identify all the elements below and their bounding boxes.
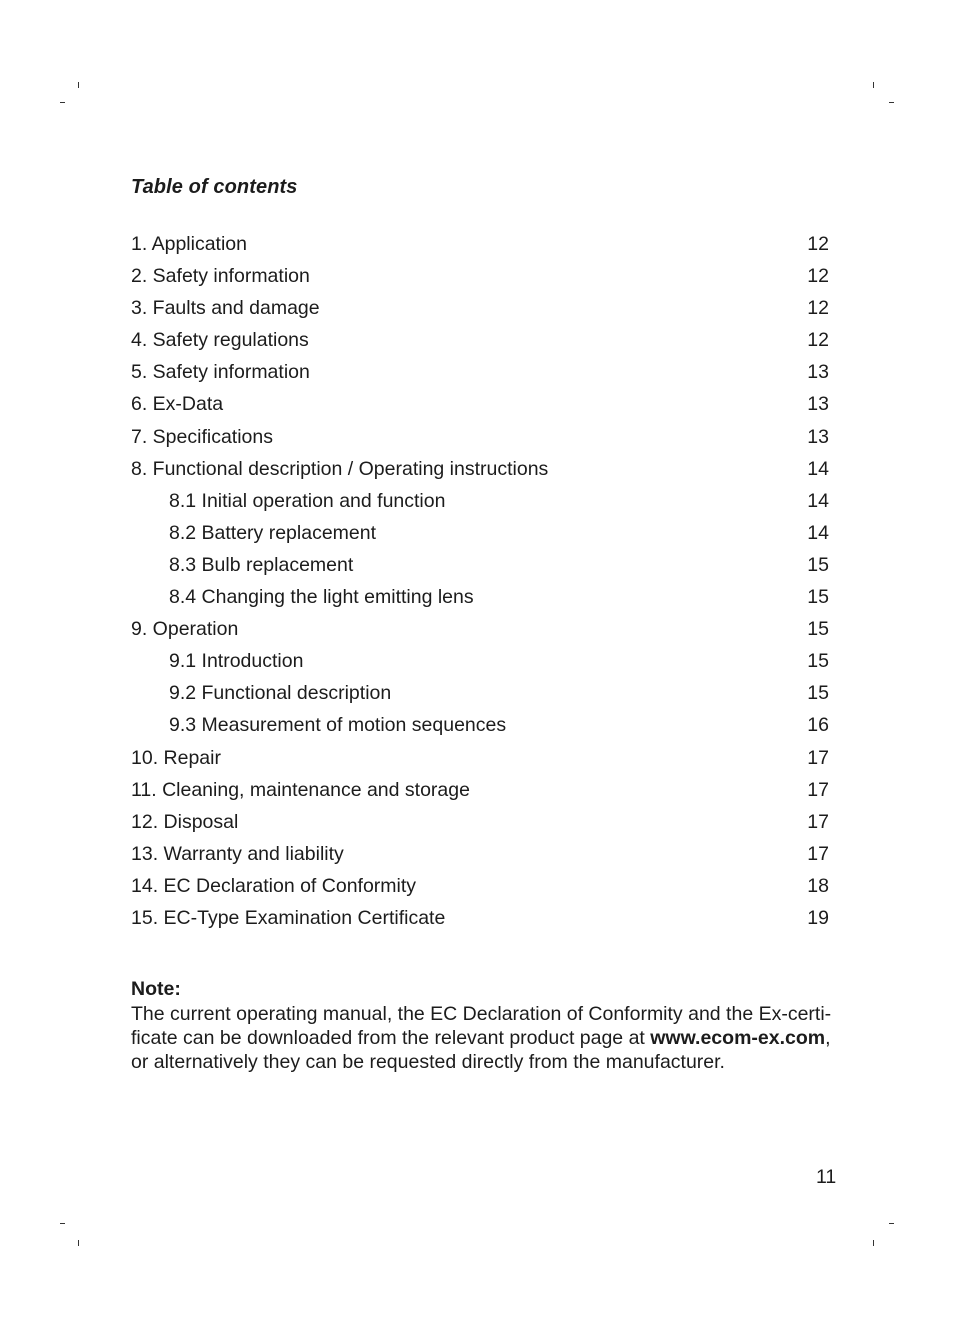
toc-entry-label: 8.3 Bulb replacement (169, 553, 354, 576)
toc-entry-page: 13 (807, 361, 829, 384)
toc-entry-page: 16 (807, 714, 829, 737)
toc-entry[interactable] (131, 902, 831, 934)
toc-entry[interactable] (131, 228, 831, 260)
crop-mark (78, 82, 79, 88)
crop-mark (78, 1240, 79, 1246)
crop-mark (873, 82, 874, 88)
toc-entry-label: 8. Functional description / Operating instructions (131, 457, 549, 480)
toc-entry[interactable] (131, 292, 831, 324)
toc-entry-label: 7. Specifications (131, 425, 273, 448)
toc-entry[interactable] (131, 742, 831, 774)
note-line: or alternatively they can be requested directly from the manufacturer. (131, 1051, 725, 1074)
toc-entry-page: 14 (807, 489, 829, 512)
toc-entry[interactable] (131, 806, 831, 838)
toc-entry-page: 15 (807, 650, 829, 673)
toc-entry-label: 8.1 Initial operation and function (169, 489, 446, 512)
toc-entry-label: 9. Operation (131, 618, 239, 641)
toc-entry[interactable] (131, 645, 831, 677)
toc-entry[interactable] (131, 870, 831, 902)
toc-entry[interactable] (131, 549, 831, 581)
note-line: The current operating manual, the EC Declaration of Conformity and the Ex-certi- (131, 1003, 832, 1025)
toc-entry-page: 12 (807, 265, 829, 288)
toc-entry-label: 8.2 Battery replacement (169, 521, 377, 544)
toc-entry-label: 6. Ex-Data (131, 393, 224, 416)
note-line (131, 1026, 843, 1050)
toc-entry-page: 14 (807, 457, 829, 480)
toc-entry-page: 12 (807, 297, 829, 320)
crop-mark (889, 102, 894, 103)
toc-entry[interactable] (131, 709, 831, 741)
toc-entry-label: 9.1 Introduction (169, 650, 304, 673)
toc-entry-label: 12. Disposal (131, 810, 239, 833)
toc-entry[interactable] (131, 356, 831, 388)
toc-entry[interactable] (131, 453, 831, 485)
toc-entry-label: 3. Faults and damage (131, 297, 320, 320)
table-of-contents (131, 228, 831, 934)
note-text: ficate can be downloaded from the relevant product page at (131, 1027, 651, 1050)
toc-entry[interactable] (131, 774, 831, 806)
toc-entry-label: 2. Safety information (131, 265, 310, 288)
toc-entry-label: 13. Warranty and liability (131, 842, 344, 865)
toc-entry-label: 15. EC-Type Examination Certificate (131, 906, 446, 929)
toc-entry-page: 15 (807, 553, 829, 576)
note-text: , (825, 1027, 831, 1050)
crop-mark (889, 1223, 894, 1224)
toc-entry[interactable] (131, 421, 831, 453)
toc-entry-label: 11. Cleaning, maintenance and storage (131, 778, 470, 801)
toc-entry-page: 15 (807, 682, 829, 705)
toc-entry-page: 19 (807, 906, 829, 929)
toc-entry-page: 13 (807, 425, 829, 448)
crop-mark (60, 1223, 65, 1224)
note-heading: Note: (131, 978, 181, 1000)
toc-entry-page: 17 (807, 842, 829, 865)
crop-mark (873, 1240, 874, 1246)
crop-mark (60, 102, 65, 103)
toc-entry-page: 17 (807, 810, 829, 833)
toc-entry-label: 10. Repair (131, 746, 221, 769)
toc-entry-label: 1. Application (131, 233, 248, 255)
toc-entry[interactable] (131, 838, 831, 870)
toc-entry-page: 17 (807, 778, 829, 801)
note-body (131, 1002, 843, 1075)
toc-entry-page: 18 (807, 874, 829, 897)
toc-entry[interactable] (131, 677, 831, 709)
page-number: 11 (816, 1166, 837, 1188)
website-link[interactable]: www.ecom-ex.com (650, 1027, 826, 1050)
toc-entry[interactable] (131, 485, 831, 517)
toc-entry-page: 13 (807, 393, 829, 416)
toc-entry-label: 8.4 Changing the light emitting lens (169, 586, 474, 609)
toc-entry-label: 9.3 Measurement of motion sequences (169, 714, 507, 737)
toc-entry[interactable] (131, 613, 831, 645)
toc-entry-page: 15 (807, 586, 829, 609)
toc-entry-page: 12 (807, 233, 829, 255)
toc-entry-page: 15 (807, 618, 829, 641)
toc-title: Table of contents (131, 176, 298, 198)
toc-entry-label: 4. Safety regulations (131, 329, 309, 352)
toc-entry[interactable] (131, 517, 831, 549)
toc-entry-page: 12 (807, 329, 829, 352)
toc-entry[interactable] (131, 260, 831, 292)
toc-entry[interactable] (131, 388, 831, 420)
toc-entry[interactable] (131, 581, 831, 613)
toc-entry[interactable] (131, 324, 831, 356)
toc-entry-label: 5. Safety information (131, 361, 310, 384)
toc-entry-page: 14 (807, 521, 829, 544)
toc-entry-label: 14. EC Declaration of Conformity (131, 874, 417, 897)
toc-entry-page: 17 (807, 746, 829, 769)
toc-entry-label: 9.2 Functional description (169, 682, 392, 705)
